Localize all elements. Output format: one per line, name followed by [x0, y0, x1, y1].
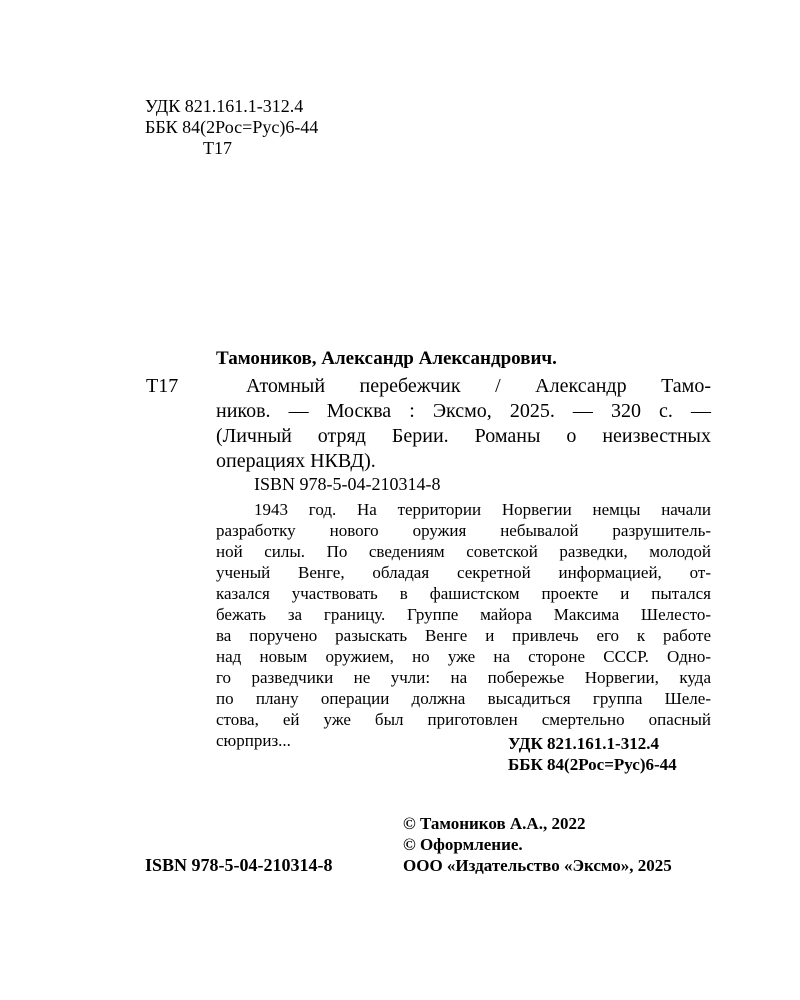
description-line: операциях НКВД).	[216, 450, 376, 472]
annotation-line: ной силы. По сведениям советской разведки, молодой	[216, 542, 711, 561]
annotation-line: бежать за границу. Группе майора Максима Шелесто-	[216, 605, 711, 624]
annotation-line: стова, ей уже был приготовлен смертельно опасный	[216, 710, 711, 729]
annotation-line: 1943 год. На территории Норвегии немцы начали	[254, 500, 711, 519]
description-line: ников. — Москва : Эксмо, 2025. — 320 с. —	[216, 400, 711, 422]
bbk-code: ББК 84(2Рос=Рус)6-44	[145, 117, 319, 137]
annotation-line: казался участвовать в фашистском проекте и пытался	[216, 584, 711, 603]
copyright-author: © Тамоников А.А., 2022	[403, 814, 586, 833]
annotation-line: ученый Венге, обладая секретной информацией, от-	[216, 563, 711, 582]
description-line: (Личный отряд Берии. Романы о неизвестных	[216, 425, 711, 447]
annotation-line: ва поручено разыскать Венге и привлечь его к работе	[216, 626, 711, 645]
copyright-design: © Оформление.	[403, 835, 523, 854]
isbn-bottom: ISBN 978-5-04-210314-8	[145, 855, 333, 875]
record-author-sign: Т17	[146, 375, 179, 397]
annotation-line: го разведчики не учли: на побережье Норвегии, куда	[216, 668, 711, 687]
copyright-publisher: ООО «Издательство «Эксмо», 2025	[403, 856, 672, 875]
author-sign: Т17	[203, 138, 232, 158]
udk-code-bottom: УДК 821.161.1-312.4	[508, 734, 659, 753]
bbk-code-bottom: ББК 84(2Рос=Рус)6-44	[508, 755, 677, 774]
annotation-line: сюрприз...	[216, 731, 291, 750]
udk-code: УДК 821.161.1-312.4	[145, 96, 304, 116]
record-isbn: ISBN 978-5-04-210314-8	[254, 474, 441, 494]
annotation-line: над новым оружием, но уже на стороне СССР. Одно-	[216, 647, 711, 666]
description-line: Атомный перебежчик / Александр Тамо-	[246, 375, 711, 397]
author-heading: Тамоников, Александр Александрович.	[216, 348, 557, 369]
annotation-line: по плану операции должна высадиться группа Шеле-	[216, 689, 711, 708]
annotation-line: разработку нового оружия небывалой разрушитель-	[216, 521, 711, 540]
